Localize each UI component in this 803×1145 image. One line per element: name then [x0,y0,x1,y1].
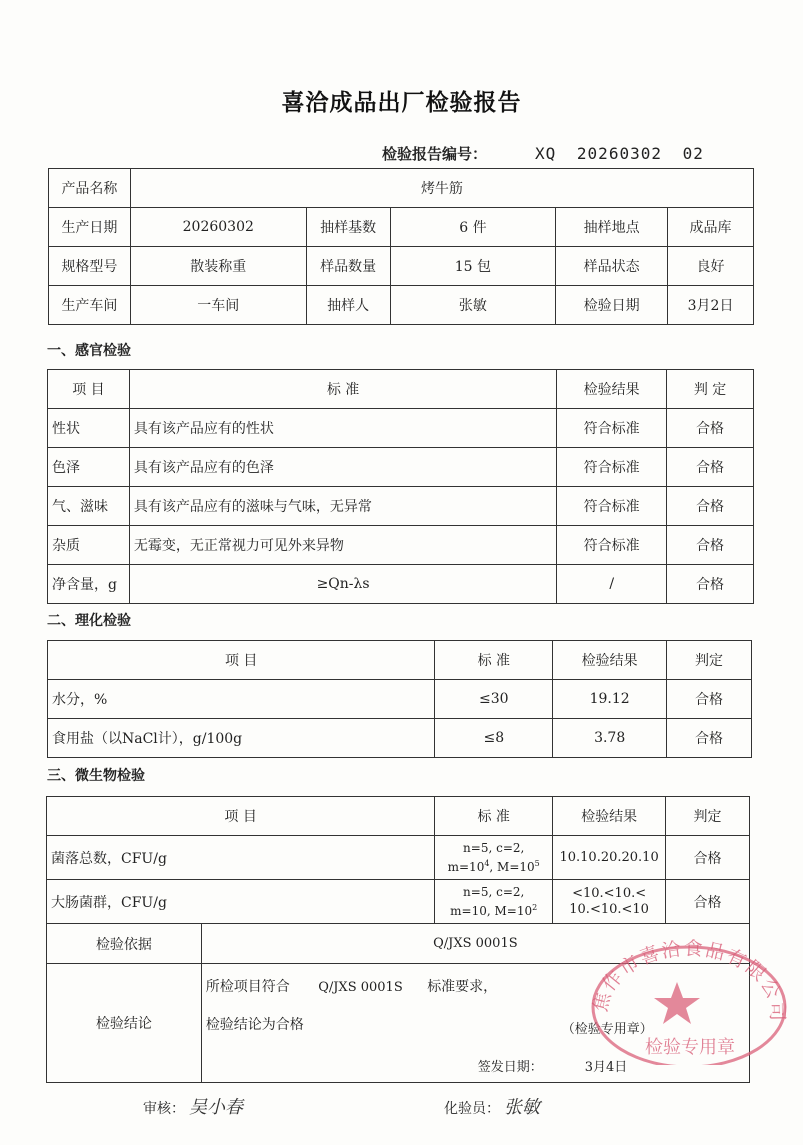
conclusion-text-c: 标准要求， [427,979,498,995]
seal-arc-text [589,938,788,1023]
sensory-verdict: 合格 [667,565,754,604]
info-cell: 一车间 [130,286,306,325]
micro-result [553,880,666,924]
info-cell: 规格型号 [49,247,131,286]
info-cell: 15 包 [390,247,556,286]
physchem-item: 食用盐（以NaCl计），g/100g [48,719,435,758]
std-m-exp: 4 [484,859,490,868]
info-cell: 抽样基数 [306,208,390,247]
sensory-result: 符合标准 [557,526,667,565]
sensory-item: 杂质 [48,526,130,565]
info-cell: 3月2日 [668,286,754,325]
sensory-standard: 无霉变，无正常视力可见外来异物 [129,526,556,565]
sensory-heading: 一、感官检验 [47,343,131,359]
info-cell: 抽样人 [306,286,390,325]
physchem-header: 标 准 [435,641,553,680]
physchem-heading: 二、理化检验 [47,613,131,629]
micro-result-line1: <10.<10.< [572,885,647,901]
reviewer-label: 审核： [143,1101,185,1117]
info-cell: 生产日期 [49,208,131,247]
info-cell: 生产车间 [49,286,131,325]
std-M-exp: 2 [532,903,538,912]
table-row [47,880,750,924]
micro-standard-line1: n=5, c=2, [463,885,525,899]
sensory-header: 判 定 [667,370,754,409]
std-M: , M=10 [489,860,535,874]
physchem-result: 19.12 [553,680,667,719]
micro-header: 判定 [666,797,750,836]
physchem-result: 3.78 [553,719,667,758]
micro-standard-line2 [439,900,548,919]
company-seal-stamp [585,935,790,1065]
conclusion-line1 [206,976,497,996]
info-cell: 散装称重 [130,247,306,286]
info-cell: 样品数量 [306,247,390,286]
issue-date-value: 3月4日 [584,1060,628,1075]
physchem-header: 检验结果 [553,641,667,680]
std-m: m=10 [447,860,485,874]
issue-date-label: 签发日期： [477,1060,543,1075]
micro-header: 检验结果 [553,797,666,836]
info-cell: 6 件 [390,208,556,247]
reviewer-name: 吴小春 [189,1097,243,1118]
inspector-label: 化验员： [444,1101,500,1117]
std-M-exp: 5 [534,859,540,868]
sensory-verdict: 合格 [667,526,754,565]
sensory-result: 符合标准 [557,409,667,448]
star-icon [654,982,700,1024]
info-cell: 良好 [668,247,754,286]
micro-heading: 三、微生物检验 [47,768,145,784]
table-row [48,448,754,487]
physchem-verdict: 合格 [667,680,752,719]
physchem-standard: ≤8 [435,719,553,758]
micro-result-line2: 10.<10.<10 [569,901,649,917]
sensory-item: 性状 [48,409,130,448]
product-info-table [48,168,754,325]
micro-standard [435,880,553,924]
sensory-verdict: 合格 [667,487,754,526]
micro-verdict: 合格 [666,880,750,924]
info-cell: 样品状态 [556,247,668,286]
physchem-standard: ≤30 [435,680,553,719]
sensory-standard: ≥Qn-λs [129,565,556,604]
seal-arc-textpath: 焦作市喜洽食品有限公司 [589,937,789,1024]
micro-header: 标 准 [435,797,553,836]
report-number-value: XQ 20260302 02 [535,144,704,163]
micro-standard [435,836,553,880]
micro-standard-line1: n=5, c=2, [463,841,525,855]
inspector-name: 张敏 [504,1097,540,1118]
conclusion-line2: 检验结论为合格 [205,1017,304,1033]
physchem-item: 水分，% [48,680,435,719]
info-cell: 张敏 [390,286,556,325]
sensory-header: 标 准 [129,370,556,409]
info-cell: 成品库 [668,208,754,247]
table-row [48,526,754,565]
physchem-table [47,640,752,758]
sensory-verdict: 合格 [667,409,754,448]
sensory-table [47,369,754,604]
sensory-item: 净含量，g [48,565,130,604]
sensory-result: / [557,565,667,604]
table-row [48,680,752,719]
sensory-header: 检验结果 [557,370,667,409]
info-cell: 20260302 [130,208,306,247]
micro-header: 项 目 [47,797,435,836]
sensory-header: 项 目 [48,370,130,409]
sensory-verdict: 合格 [667,448,754,487]
sensory-item: 气、滋味 [48,487,130,526]
table-row [48,487,754,526]
sensory-standard: 具有该产品应有的性状 [129,409,556,448]
sensory-standard: 具有该产品应有的滋味与气味，无异常 [129,487,556,526]
report-number [382,143,704,164]
sensory-item: 色泽 [48,448,130,487]
info-cell: 抽样地点 [556,208,668,247]
basis-value: Q/JXS 0001S [201,924,749,964]
basis-label: 检验依据 [47,924,202,964]
micro-standard-line2 [439,856,548,875]
inspector-signature [444,1093,540,1119]
micro-verdict: 合格 [666,836,750,880]
product-name-value: 烤牛筋 [130,169,753,208]
product-name-label: 产品名称 [49,169,131,208]
table-row [47,836,750,880]
conclusion-text-a: 所检项目符合 [205,979,290,995]
report-title: 喜洽成品出厂检验报告 [281,90,522,116]
micro-item: 菌落总数，CFU/g [47,836,435,880]
std-m: m=10, M=10 [450,904,533,918]
table-row [48,565,754,604]
micro-result: 10.10.20.20.10 [553,836,666,880]
seal-sub-text: 检验专用章 [645,1037,735,1058]
sensory-standard: 具有该产品应有的色泽 [129,448,556,487]
table-row [48,719,752,758]
physchem-verdict: 合格 [667,719,752,758]
micro-item: 大肠菌群，CFU/g [47,880,435,924]
conclusion-standard-code: Q/JXS 0001S [318,980,403,995]
sensory-result: 符合标准 [557,448,667,487]
sensory-result: 符合标准 [557,487,667,526]
table-row [48,409,754,448]
physchem-header: 判定 [667,641,752,680]
conclusion-label: 检验结论 [47,964,202,1083]
reviewer-signature [143,1093,243,1119]
seal-note: （检验专用章） [561,1022,653,1037]
info-cell: 检验日期 [556,286,668,325]
report-number-label: 检验报告编号： [382,145,488,163]
physchem-header: 项 目 [48,641,435,680]
